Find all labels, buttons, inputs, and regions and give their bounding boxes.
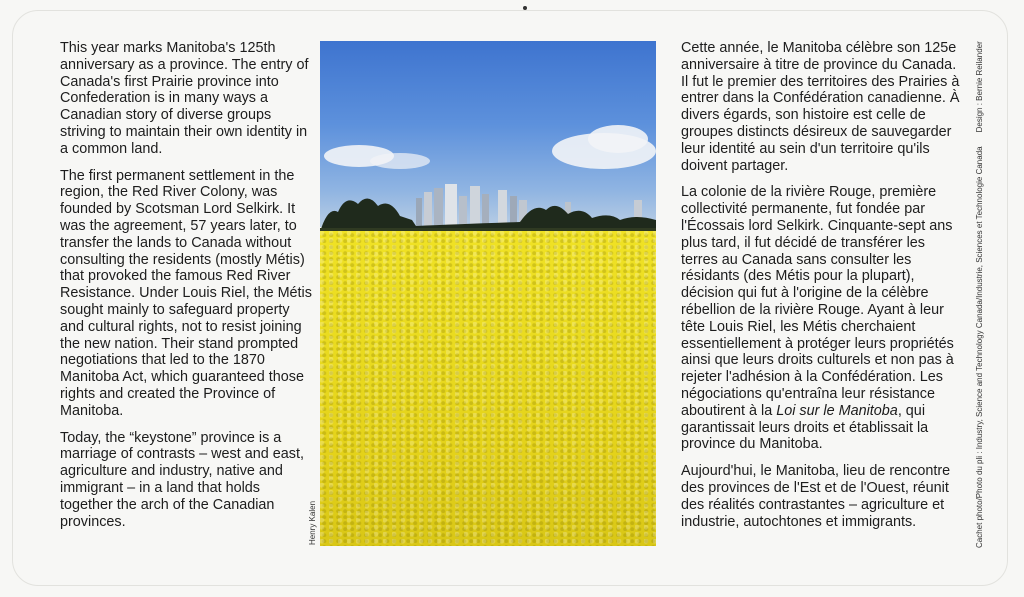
french-paragraph-2-end: , qui garantissait leurs droits et établissait la province du Manitoba. [681, 402, 929, 453]
french-paragraph-1: Cette année, le Manitoba célèbre son 125e anniversaire à titre de province du Canada. Il fut le premier des territoires des Prairies à entrer dans la Confédération canadienne. À divers égards, son histoire est celle de groupes distincts désireux de sauvegarder leur identité au sein d'un territoire qu'ils doivent partager. [681, 40, 960, 174]
cloud [588, 125, 648, 153]
cachet-credit: Cachet photo/Photo du pli : Industry, Science and Technology Canada/Industrie, Sciences et Technologie Canada [975, 146, 984, 548]
side-credits [975, 38, 984, 548]
canola-field-photo [320, 41, 656, 546]
french-text-column [681, 40, 963, 540]
english-paragraph-3: Today, the “keystone” province is a marriage of contrasts – west and east, agriculture and industry, native and immigrant – in a land that holds together the arch of the Canadian provinces. [60, 429, 304, 530]
french-paragraph-3: Aujourd'hui, le Manitoba, lieu de rencontre des provinces de l'Est et de l'Ouest, réunit des réalités contrastantes – agriculture et industrie, autochtones et immigrants. [681, 463, 951, 530]
photographer-credit: Henry Kalen [308, 500, 317, 545]
french-paragraph-2 [681, 184, 963, 453]
french-paragraph-2-text: La colonie de la rivière Rouge, première collectivité permanente, fut fondée par l'Écossais lord Selkirk. Cinquante-sept ans plus tard, il fut décidé de transférer les terres au Canada sans consulter les résidants (des Métis pour la plupart), décision qui fut à l'origine de la célèbre rébellion de la rivière Rouge. Ayant à leur tête Louis Riel, les Métis cherchaient essentiellement à protéger leurs propriétés ainsi que leurs droits culturels et non pas à rejeter l'adhésion à la Confédération. Les négociations qu'entraîna leur résistance aboutirent à la [681, 184, 954, 419]
registration-dot [523, 6, 527, 10]
canola-field [320, 231, 656, 546]
design-credit: Design : Bernie Reilander [975, 41, 984, 133]
english-text-column [60, 40, 312, 540]
english-paragraph-2: The first permanent settlement in the region, the Red River Colony, was founded by Scotsman Lord Selkirk. It was the agreement, 57 years later, to transfer the lands to Canada without consulting the residents (mostly Métis) that provoked the famous Red River Resistance. Under Louis Riel, the Métis sought mainly to safeguard property and cultural rights, not to resist joining the new nation. Their stand prompted negotiations that led to the 1870 Manitoba Act, which guaranteed those rights and created the Province of Manitoba. [60, 167, 312, 419]
cloud [370, 153, 430, 169]
loi-sur-le-manitoba: Loi sur le Manitoba [776, 402, 898, 419]
english-paragraph-1: This year marks Manitoba's 125th anniversary as a province. The entry of Canada's first Prairie province into Confederation is in many ways a Canadian story of diverse groups striving to maintain their own identity in a common land. [60, 40, 309, 157]
winnipeg-skyline-icon [320, 176, 656, 236]
